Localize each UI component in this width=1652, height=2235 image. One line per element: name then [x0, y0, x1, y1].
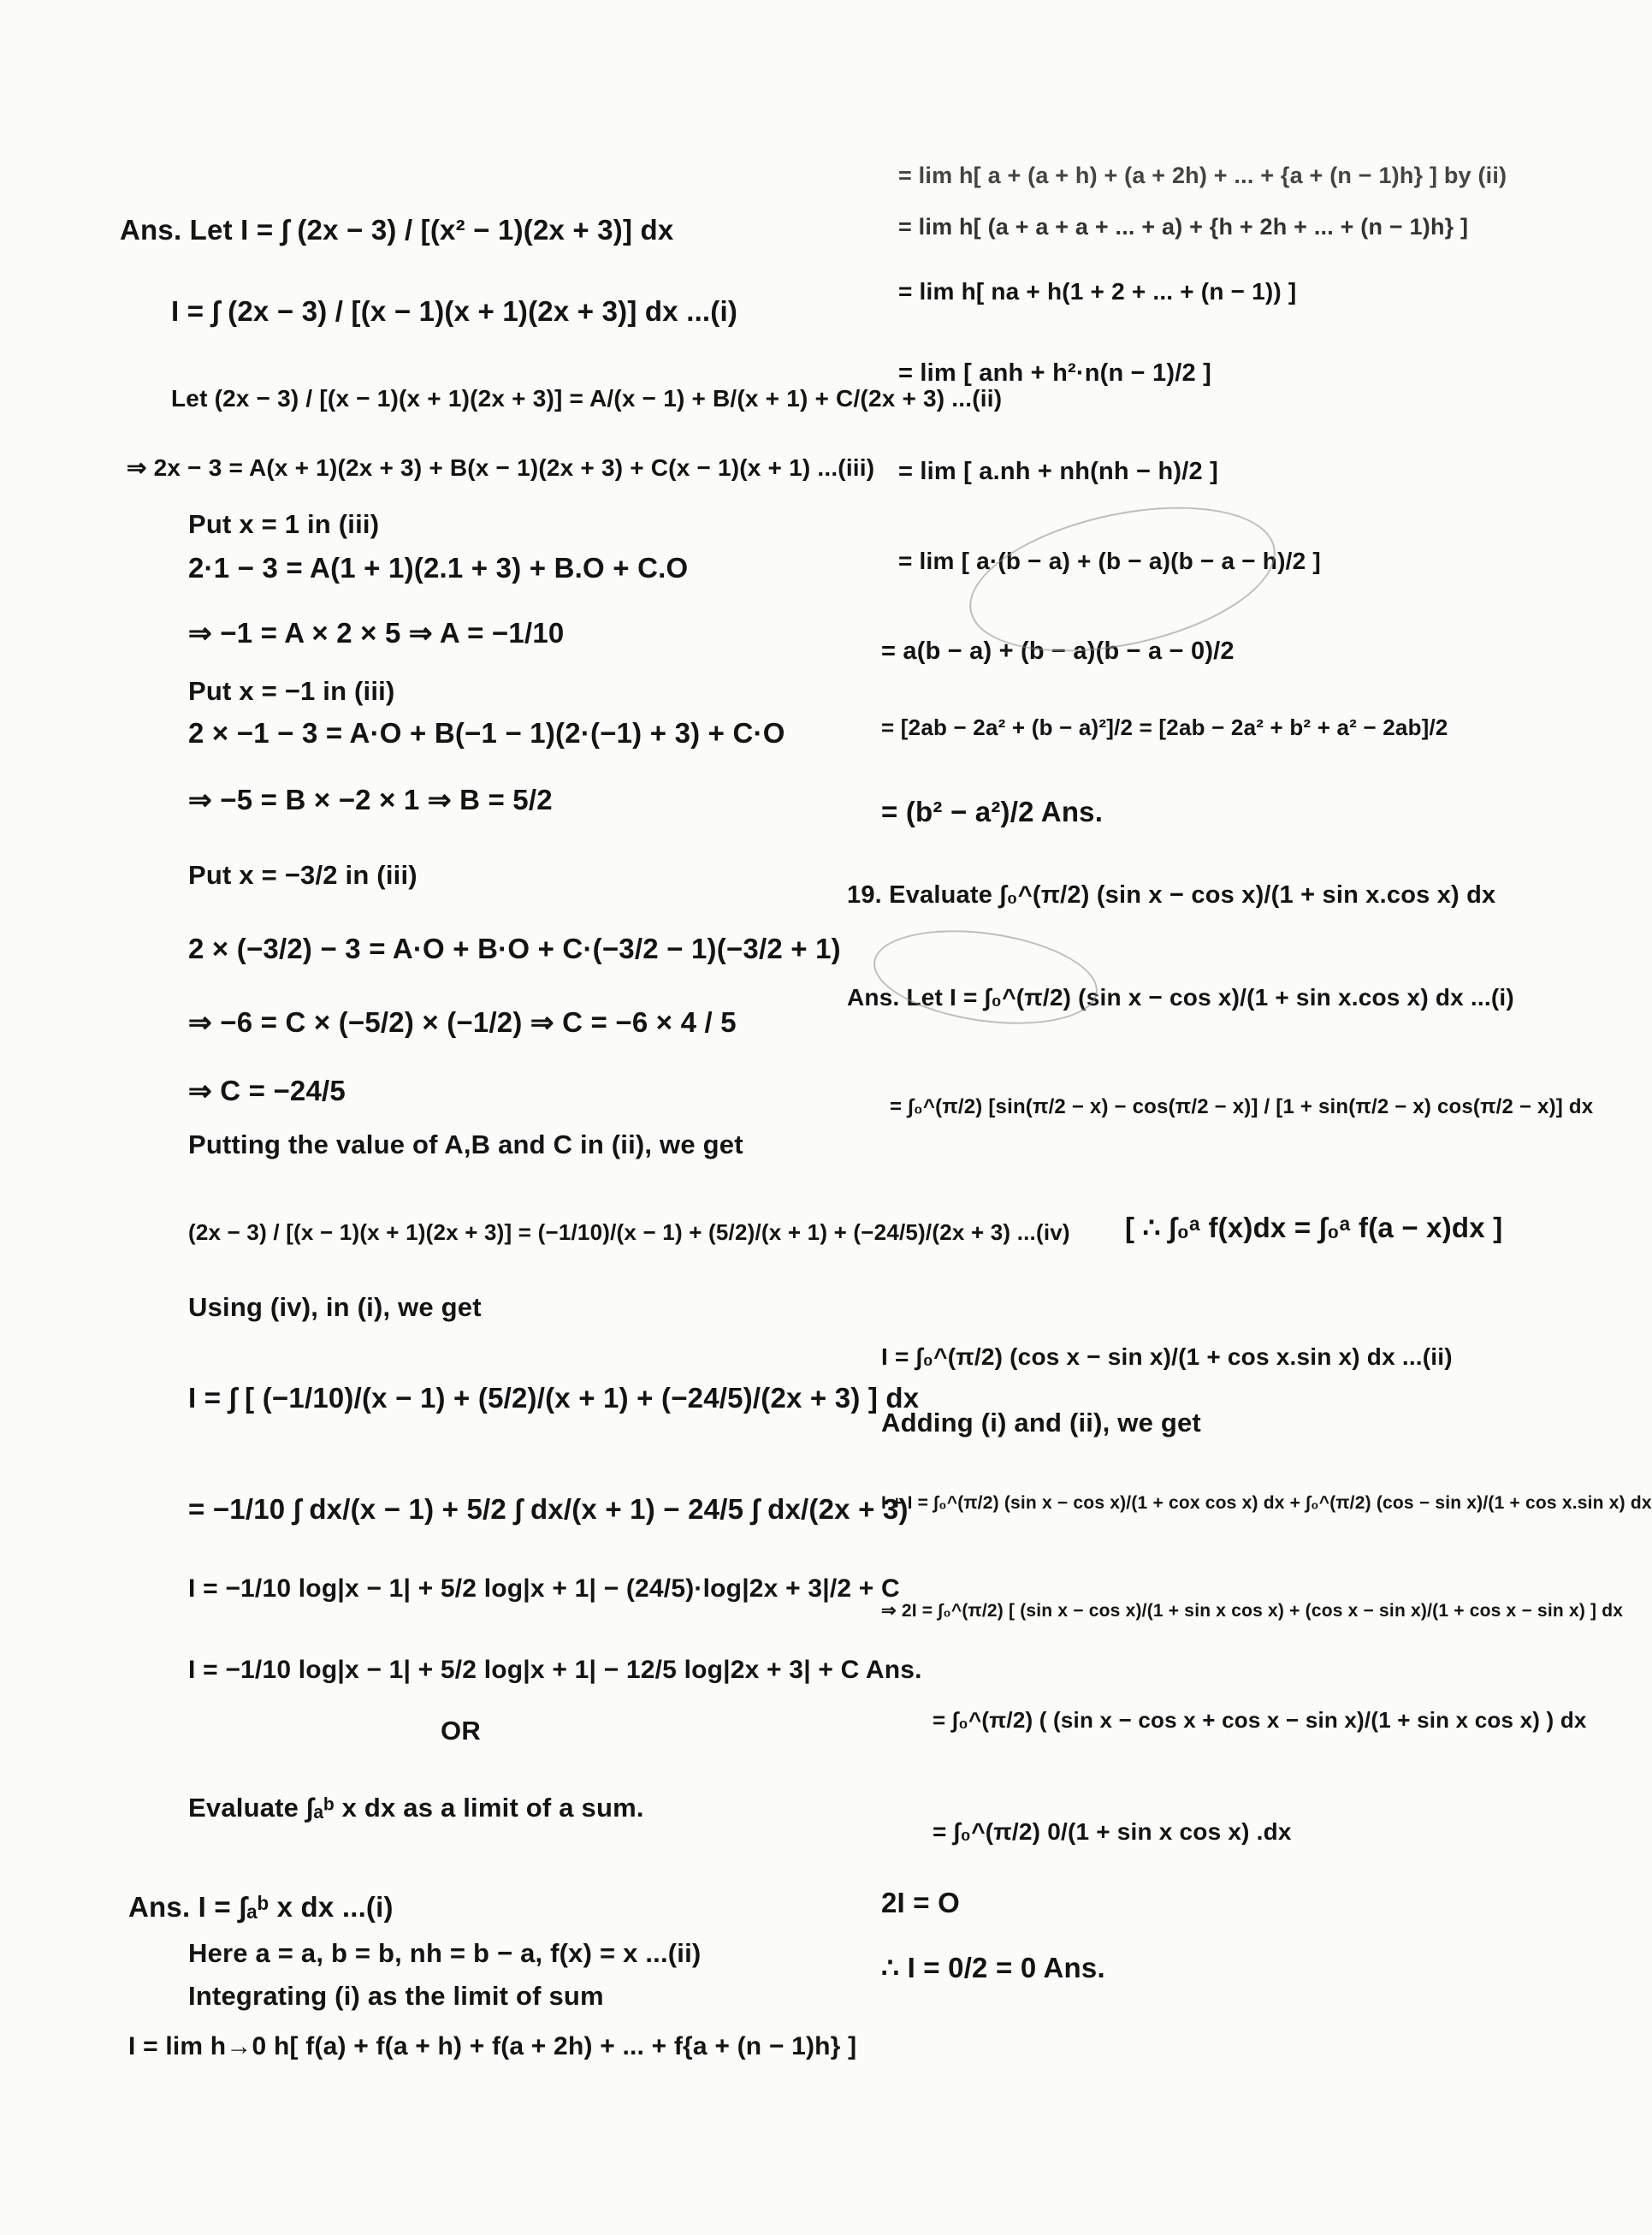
substitute-x-minus-1-line: 2 × −1 − 3 = A·O + B(−1 − 1)(2·(−1) + 3) + C·O [188, 717, 785, 749]
limit-step-2-line: = lim h[ (a + a + a + ... + a) + {h + 2h + ... + (n − 1)h} ] [898, 214, 1469, 240]
limit-step-3-line: = lim h[ na + h(1 + 2 + ... + (n − 1)) ] [898, 278, 1297, 305]
integral-ii-line: I = ∫₀^(π/2) (cos x − sin x)/(1 + cos x.sin x) dx ...(ii) [881, 1343, 1453, 1370]
sum-integrals-line: I + I = ∫₀^(π/2) (sin x − cos x)/(1 + cox cos x) dx + ∫₀^(π/2) (cos − sin x)/(1 + cos x.sin x) dx [881, 1493, 1652, 1513]
identity-iii-line: ⇒ 2x − 3 = A(x + 1)(2x + 3) + B(x − 1)(2x + 3) + C(x − 1)(x + 1) ...(iii) [127, 454, 875, 481]
put-x-1-line: Put x = 1 in (iii) [188, 509, 380, 539]
solve-b-line: ⇒ −5 = B × −2 × 1 ⇒ B = 5/2 [188, 784, 553, 815]
adding-line: Adding (i) and (ii), we get [881, 1408, 1201, 1438]
solve-c-step-line: ⇒ −6 = C × (−5/2) × (−1/2) ⇒ C = −6 × 4 / 5 [188, 1006, 737, 1038]
integral-answer-line: I = −1/10 log|x − 1| + 5/2 log|x + 1| − 12/5 log|2x + 3| + C Ans. [188, 1656, 922, 1684]
property-note-line: [ ∴ ∫₀ᵃ f(x)dx = ∫₀ᵃ f(a − x)dx ] [1125, 1212, 1503, 1243]
question-19-line: 19. Evaluate ∫₀^(π/2) (sin x − cos x)/(1 + sin x.cos x) dx [847, 881, 1496, 909]
final-answer-line: ∴ I = 0/2 = 0 Ans. [881, 1952, 1105, 1983]
or-question-line: Evaluate ∫ₐᵇ x dx as a limit of a sum. [188, 1793, 644, 1823]
put-x-minus-1-line: Put x = −1 in (iii) [188, 676, 395, 706]
limit-step-6-line: = lim [ a·(b − a) + (b − a)(b − a − h)/2 ] [898, 548, 1321, 574]
right-column [847, 0, 1652, 2235]
solve-a-line: ⇒ −1 = A × 2 × 5 ⇒ A = −1/10 [188, 617, 565, 649]
put-x-minus-3-2-line: Put x = −3/2 in (iii) [188, 860, 417, 890]
limit-answer-line: = (b² − a²)/2 Ans. [881, 796, 1104, 827]
limit-step-5-line: = lim [ a.nh + nh(nh − h)/2 ] [898, 458, 1218, 485]
using-iv-line: Using (iv), in (i), we get [188, 1292, 482, 1322]
definitions-ii-line: Here a = a, b = b, nh = b − a, f(x) = x ...(ii) [188, 1938, 702, 1968]
two-i-zero-line: 2I = O [881, 1887, 960, 1918]
zero-integral-line: = ∫₀^(π/2) 0/(1 + sin x cos x) .dx [933, 1818, 1292, 1845]
integral-log-line: I = −1/10 log|x − 1| + 5/2 log|x + 1| − (24/5)·log|2x + 3|/2 + C [188, 1574, 900, 1603]
combined-integral-line: = ∫₀^(π/2) ( (sin x − cos x + cos x − sin x)/(1 + sin x cos x) ) dx [933, 1707, 1587, 1733]
solve-c-line: ⇒ C = −24/5 [188, 1075, 346, 1106]
integral-substituted-line: I = ∫ [ (−1/10)/(x − 1) + (5/2)/(x + 1) + (−24/5)/(2x + 3) ] dx [188, 1382, 920, 1414]
decomposition-iv-line: (2x − 3) / [(x − 1)(x + 1)(2x + 3)] = (−1/10)/(x − 1) + (5/2)/(x + 1) + (−24/5)/(2x + 3) ...(iv) [188, 1219, 1070, 1245]
pencil-scribble [867, 917, 1104, 1037]
integrating-limit-line: Integrating (i) as the limit of sum [188, 1981, 604, 2011]
limit-step-4-line: = lim [ anh + h²·n(n − 1)/2 ] [898, 359, 1211, 387]
integral-i-line: I = ∫ (2x − 3) / [(x − 1)(x + 1)(2x + 3)] dx ...(i) [171, 295, 738, 327]
two-i-line: ⇒ 2I = ∫₀^(π/2) [ (sin x − cos x)/(1 + sin x cos x) + (cos x − sin x)/(1 + cos x − sin x) ] dx [881, 1601, 1624, 1621]
substitute-x-1-line: 2·1 − 3 = A(1 + 1)(2.1 + 3) + B.O + C.O [188, 552, 689, 584]
property-substitution-line: = ∫₀^(π/2) [sin(π/2 − x) − cos(π/2 − x)] / [1 + sin(π/2 − x) cos(π/2 − x)] dx [890, 1095, 1594, 1118]
partial-fraction-ii-line: Let (2x − 3) / [(x − 1)(x + 1)(2x + 3)] = A/(x − 1) + B/(x + 1) + C/(2x + 3) ...(ii) [171, 385, 1003, 412]
limit-step-1-line: = lim h[ a + (a + h) + (a + 2h) + ... + {a + (n − 1)h} ] by (ii) [898, 163, 1507, 188]
putting-values-line: Putting the value of A,B and C in (ii), we get [188, 1129, 743, 1159]
limit-sum-expression-line: I = lim h→0 h[ f(a) + f(a + h) + f(a + 2h) + ... + f{a + (n − 1)h} ] [128, 2032, 857, 2060]
limit-sum-integral-line: Ans. I = ∫ₐᵇ x dx ...(i) [128, 1891, 394, 1923]
limit-step-7-line: = a(b − a) + (b − a)(b − a − 0)/2 [881, 637, 1235, 665]
limit-step-8-line: = [2ab − 2a² + (b − a)²]/2 = [2ab − 2a² + b² + a² − 2ab]/2 [881, 714, 1448, 740]
let-integral-line: Ans. Let I = ∫ (2x − 3) / [(x² − 1)(2x + 3)] dx [120, 214, 674, 246]
substitute-x-minus-3-2-line: 2 × (−3/2) − 3 = A·O + B·O + C·(−3/2 − 1)(−3/2 + 1) [188, 933, 841, 964]
integral-split-line: = −1/10 ∫ dx/(x − 1) + 5/2 ∫ dx/(x + 1) − 24/5 ∫ dx/(2x + 3) [188, 1493, 909, 1525]
or-separator: OR [441, 1716, 481, 1746]
let-i-q19-line: Ans. Let I = ∫₀^(π/2) (sin x − cos x)/(1 + sin x.cos x) dx ...(i) [847, 984, 1514, 1011]
